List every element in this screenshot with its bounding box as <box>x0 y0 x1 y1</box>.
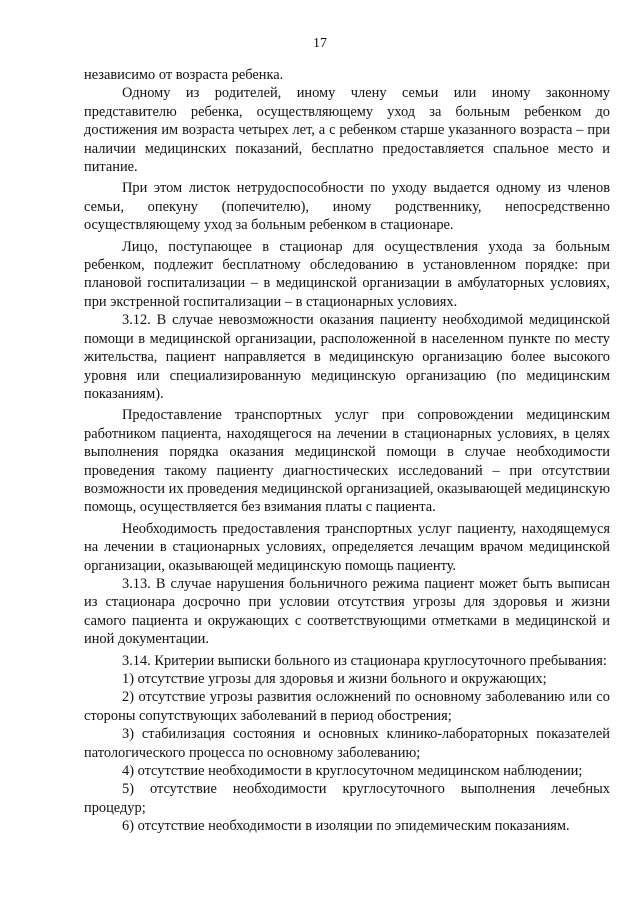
document-body <box>84 66 610 836</box>
list-item: 2) отсутствие угрозы развития осложнений по основному заболеванию или со стороны сопутствующих заболеваний в период обострения; <box>84 689 610 724</box>
list-item: 4) отсутствие необходимости в круглосуточном медицинском наблюдении; <box>122 763 583 780</box>
section-3-13: 3.13. В случае нарушения больничного режима пациент может быть выписан из стационара досрочно при условии отсутствия угрозы для здоровья и жизни самого пациента и окружающих с соответствующими отметками в медицинской и иной документации. <box>84 575 610 648</box>
paragraph: При этом листок нетрудоспособности по уходу выдается одному из членов семьи, опекуну (попечителю), иному родственнику, непосредственно осуществляющему уход за больным ребенком в стационаре. <box>84 180 610 234</box>
paragraph: Необходимость предоставления транспортных услуг пациенту, находящемуся на лечении в стационарных условиях, определяется лечащим врачом медицинской организации, оказывающей медицинскую помощь пациенту. <box>84 520 610 574</box>
paragraph: Лицо, поступающее в стационар для осуществления ухода за больным ребенком, подлежит бесплатному обследованию в установленном порядке: при плановой госпитализации – в медицинской организации в амбулаторных условиях, при экстренной госпитализации – в стационарных условиях. <box>84 238 610 310</box>
section-3-12: 3.12. В случае невозможности оказания пациенту необходимой медицинской помощи в медицинской организации, расположенной в населенном пункте по месту жительства, пациент направляется в медицинскую организацию более высокого уровня или специализированную медицинскую организацию (по медицинским показаниям). <box>84 312 610 402</box>
list-item: 6) отсутствие необходимости в изоляции по эпидемическим показаниям. <box>122 818 570 835</box>
paragraph-continuation: независимо от возраста ребенка. <box>84 67 284 83</box>
list-item: 5) отсутствие необходимости круглосуточного выполнения лечебных процедур; <box>84 781 610 816</box>
paragraph: Предоставление транспортных услуг при сопровождении медицинским работником пациента, находящегося на лечении в стационарных условиях, в целях выполнения порядка оказания медицинской помощи в случае необходимости проведения такому пациенту диагностических исследований – при отсутствии возможности их проведения медицинской организацией, оказывающей медицинскую помощь, осуществляется без взимания платы с пациента. <box>84 407 610 516</box>
list-item: 3) стабилизация состояния и основных клинико-лабораторных показателей патологического процесса по основному заболеванию; <box>84 726 610 761</box>
list-item: 1) отсутствие угрозы для здоровья и жизни больного и окружающих; <box>122 671 547 687</box>
paragraph: Одному из родителей, иному члену семьи или иному законному представителю ребенка, осуществляющему уход за больным ребенком до достижения им возраста четырех лет, а с ребенком старше указанного возраста – при наличии медицинских показаний, бесплатно предоставляется спальное место и питание. <box>84 85 610 176</box>
section-3-14: 3.14. Критерии выписки больного из стационара круглосуточного пребывания: <box>122 652 607 669</box>
page-number: 17 <box>313 36 327 51</box>
